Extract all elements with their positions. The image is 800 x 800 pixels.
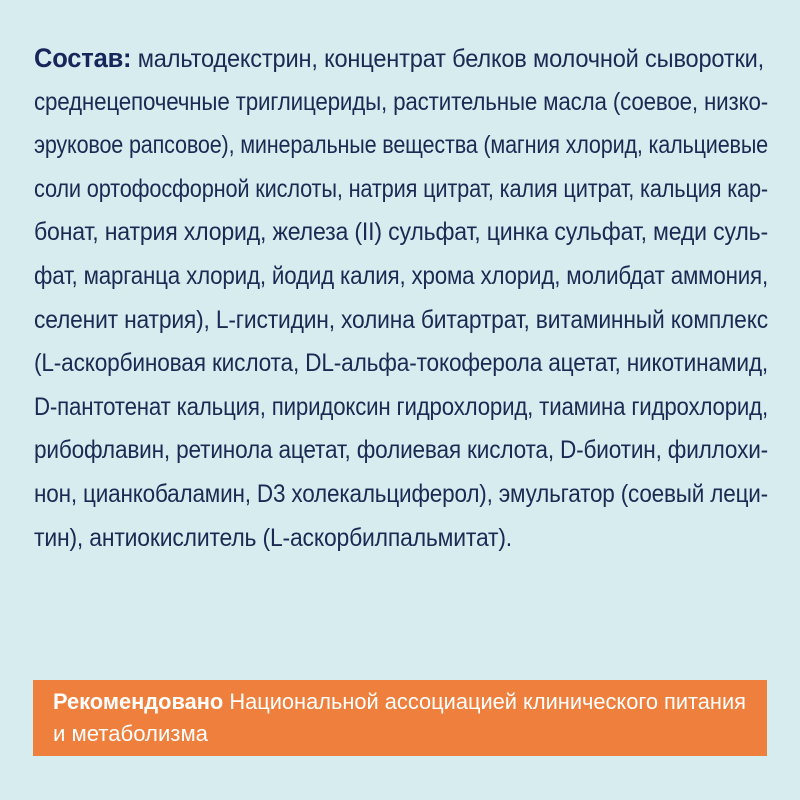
composition-line-5 (34, 211, 768, 255)
banner-bold-label: Рекомендовано (53, 689, 224, 714)
composition-line-11 (34, 473, 768, 517)
ingredient-text: соли ортофосфорной кислоты, натрия цитрат, калия цитрат, кальция кар- (34, 174, 768, 203)
composition-line-12 (34, 517, 768, 561)
recommendation-banner (33, 680, 767, 756)
banner-line-2 (53, 718, 767, 750)
composition-line-4 (34, 168, 768, 212)
banner-text: Национальной ассоциацией клинического питания (223, 689, 747, 714)
composition-line-3 (34, 124, 768, 168)
ingredient-text: эруковое рапсовое), минеральные вещества (магния хлорид, кальциевые (34, 131, 768, 160)
composition-line-10 (34, 429, 768, 473)
ingredient-text: рибофлавин, ретинола ацетат, фолиевая кислота, D-биотин, филлохи- (34, 436, 768, 465)
ingredient-text: бонат, натрия хлорид, железа (II) сульфат, цинка сульфат, меди суль- (34, 218, 768, 247)
composition-text-block (34, 37, 768, 560)
ingredient-text: D-пантотенат кальция, пиридоксин гидрохлорид, тиамина гидрохлорид, (34, 392, 768, 421)
composition-line-2 (34, 81, 768, 125)
composition-line-6 (34, 255, 768, 299)
ingredient-text: тин), антиокислитель (L-аскорбилпальмитат). (34, 523, 512, 552)
ingredient-text: (L-аскорбиновая кислота, DL-альфа-токоферола ацетат, никотинамид, (34, 349, 768, 378)
composition-line-9 (34, 386, 768, 430)
ingredient-text: нон, цианкобаламин, D3 холекальциферол), эмульгатор (соевый леци- (34, 479, 768, 508)
ingredient-text: фат, марганца хлорид, йодид калия, хрома хлорид, молибдат аммония, (34, 261, 768, 290)
ingredient-text: среднецепочечные триглицериды, растительные масла (соевое, низко- (34, 87, 768, 116)
ingredient-text: мальтодекстрин, концентрат белков молочной сыворотки, (137, 45, 765, 73)
banner-text: и метаболизма (53, 721, 209, 746)
banner-line-1 (53, 686, 767, 718)
composition-line-7 (34, 299, 768, 343)
composition-line-1 (34, 37, 768, 81)
ingredient-text: селенит натрия), L-гистидин, холина битартрат, витаминный комплекс (34, 305, 768, 334)
composition-label: Состав: (34, 43, 132, 73)
composition-line-8 (34, 342, 768, 386)
